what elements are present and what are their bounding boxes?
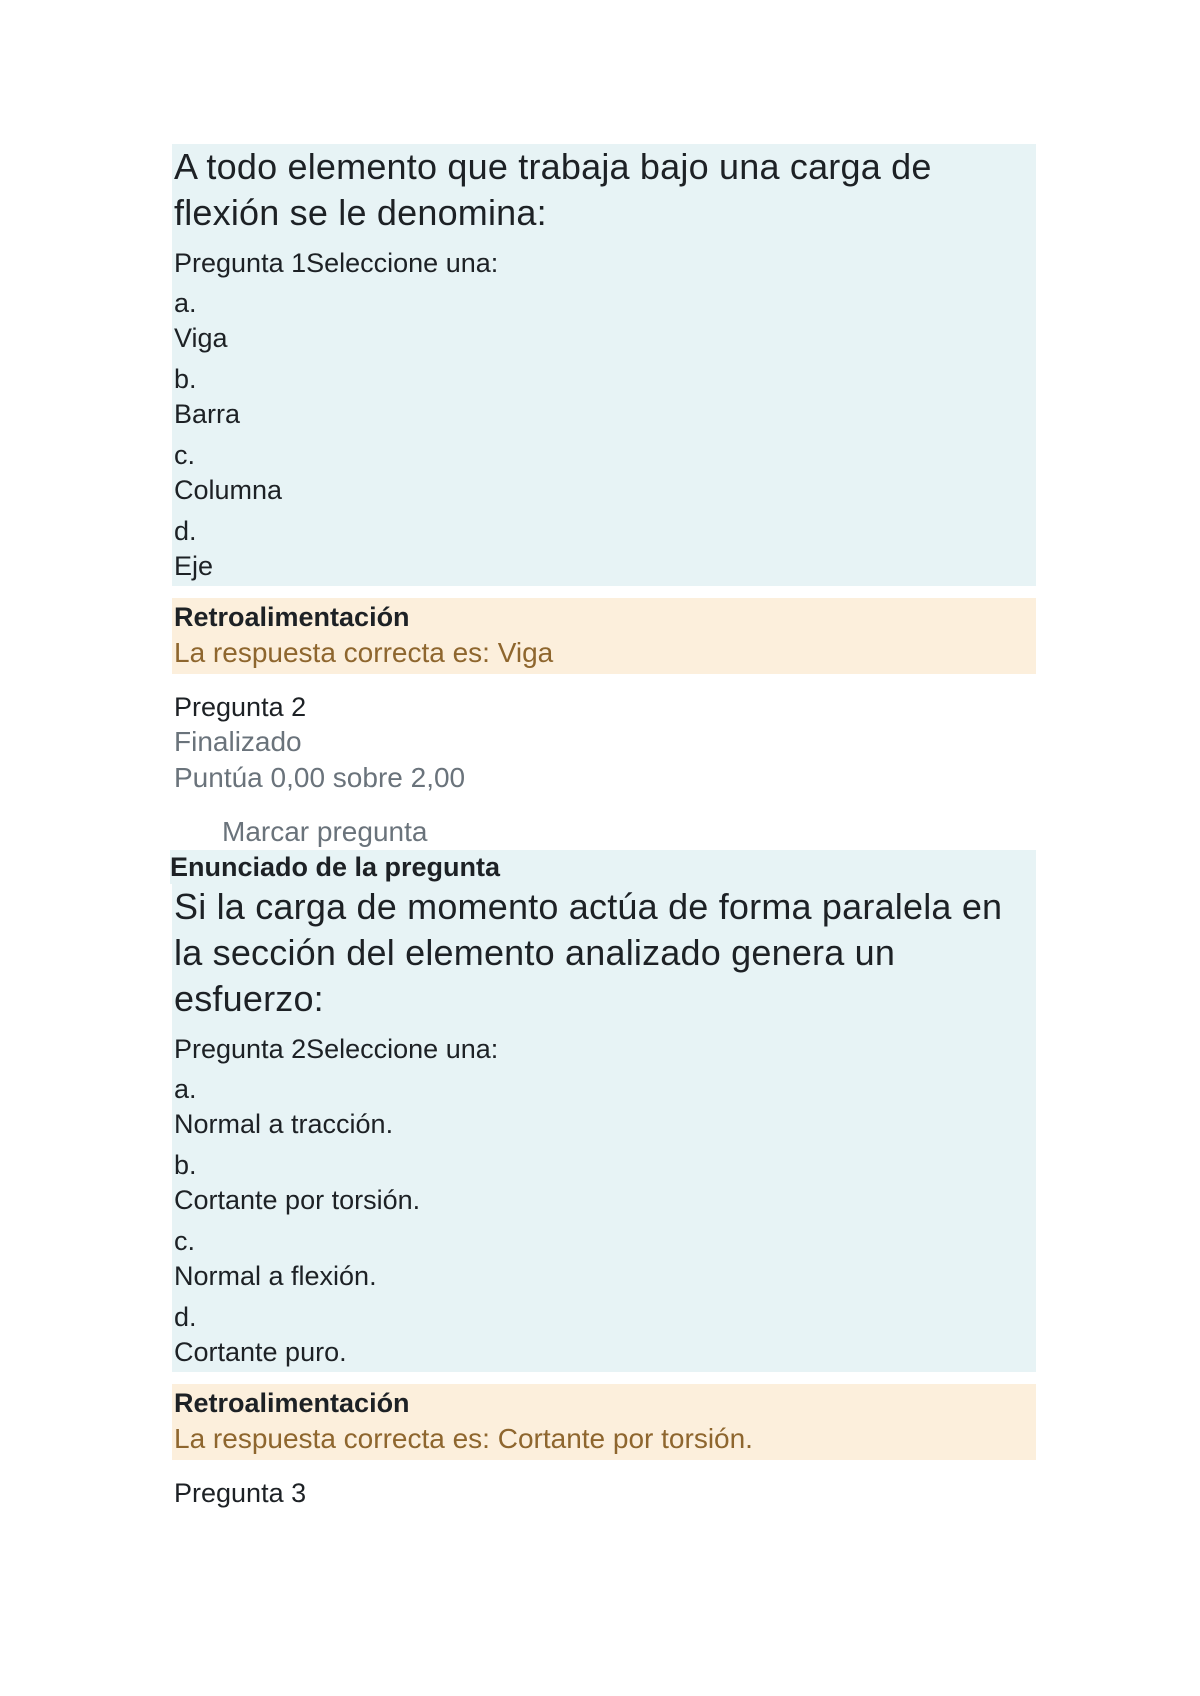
option-letter: a. xyxy=(174,1074,197,1104)
question-2-option-c[interactable] xyxy=(172,1224,1036,1294)
question-2-prompt: Pregunta 2Seleccione una: xyxy=(174,1034,499,1064)
question-stem-label: Enunciado de la pregunta xyxy=(170,850,1036,884)
option-letter: d. xyxy=(174,516,197,546)
option-text: Columna xyxy=(174,475,283,505)
option-text: Eje xyxy=(174,551,214,581)
option-text: Cortante puro. xyxy=(174,1337,347,1367)
feedback-title: Retroalimentación xyxy=(174,602,410,632)
question-2-state: Finalizado xyxy=(174,726,302,757)
question-1-content xyxy=(172,144,1036,586)
question-1-feedback xyxy=(172,598,1036,674)
question-2-option-b[interactable] xyxy=(172,1148,1036,1218)
question-3-number: Pregunta 3 xyxy=(174,1478,307,1508)
question-2-number: Pregunta 2 xyxy=(174,692,307,722)
option-text: Normal a tracción. xyxy=(174,1109,394,1139)
question-3-info xyxy=(172,1476,1036,1510)
question-1-prompt: Pregunta 1Seleccione una: xyxy=(174,248,499,278)
option-letter: a. xyxy=(174,288,197,318)
question-1-option-a[interactable] xyxy=(172,286,1036,356)
option-letter: b. xyxy=(174,1150,197,1180)
option-text: Cortante por torsión. xyxy=(174,1185,421,1215)
question-2-option-d[interactable] xyxy=(172,1300,1036,1370)
question-1-option-c[interactable] xyxy=(172,438,1036,508)
option-letter: c. xyxy=(174,440,196,470)
question-1-text: A todo elemento que trabaja bajo una carga de flexión se le denomina: xyxy=(174,146,932,233)
question-2-option-a[interactable] xyxy=(172,1072,1036,1142)
option-text: Normal a flexión. xyxy=(174,1261,377,1291)
flag-question-link[interactable]: Marcar pregunta xyxy=(222,816,428,847)
question-2-grade: Puntúa 0,00 sobre 2,00 xyxy=(174,762,466,793)
feedback-title: Retroalimentación xyxy=(174,1388,410,1418)
question-2-feedback xyxy=(172,1384,1036,1460)
option-letter: d. xyxy=(174,1302,197,1332)
feedback-correct-answer: La respuesta correcta es: Viga xyxy=(174,637,554,668)
question-2-text: Si la carga de momento actúa de forma paralela en la sección del elemento analizado genera un esfuerzo: xyxy=(174,886,1003,1019)
question-1-option-b[interactable] xyxy=(172,362,1036,432)
option-text: Viga xyxy=(174,323,228,353)
question-1-option-d[interactable] xyxy=(172,514,1036,584)
question-2-content xyxy=(172,884,1036,1372)
option-text: Barra xyxy=(174,399,241,429)
question-2-info xyxy=(172,690,1036,796)
option-letter: c. xyxy=(174,1226,196,1256)
option-letter: b. xyxy=(174,364,197,394)
feedback-correct-answer: La respuesta correcta es: Cortante por torsión. xyxy=(174,1423,753,1454)
quiz-review-page xyxy=(172,144,1036,1510)
